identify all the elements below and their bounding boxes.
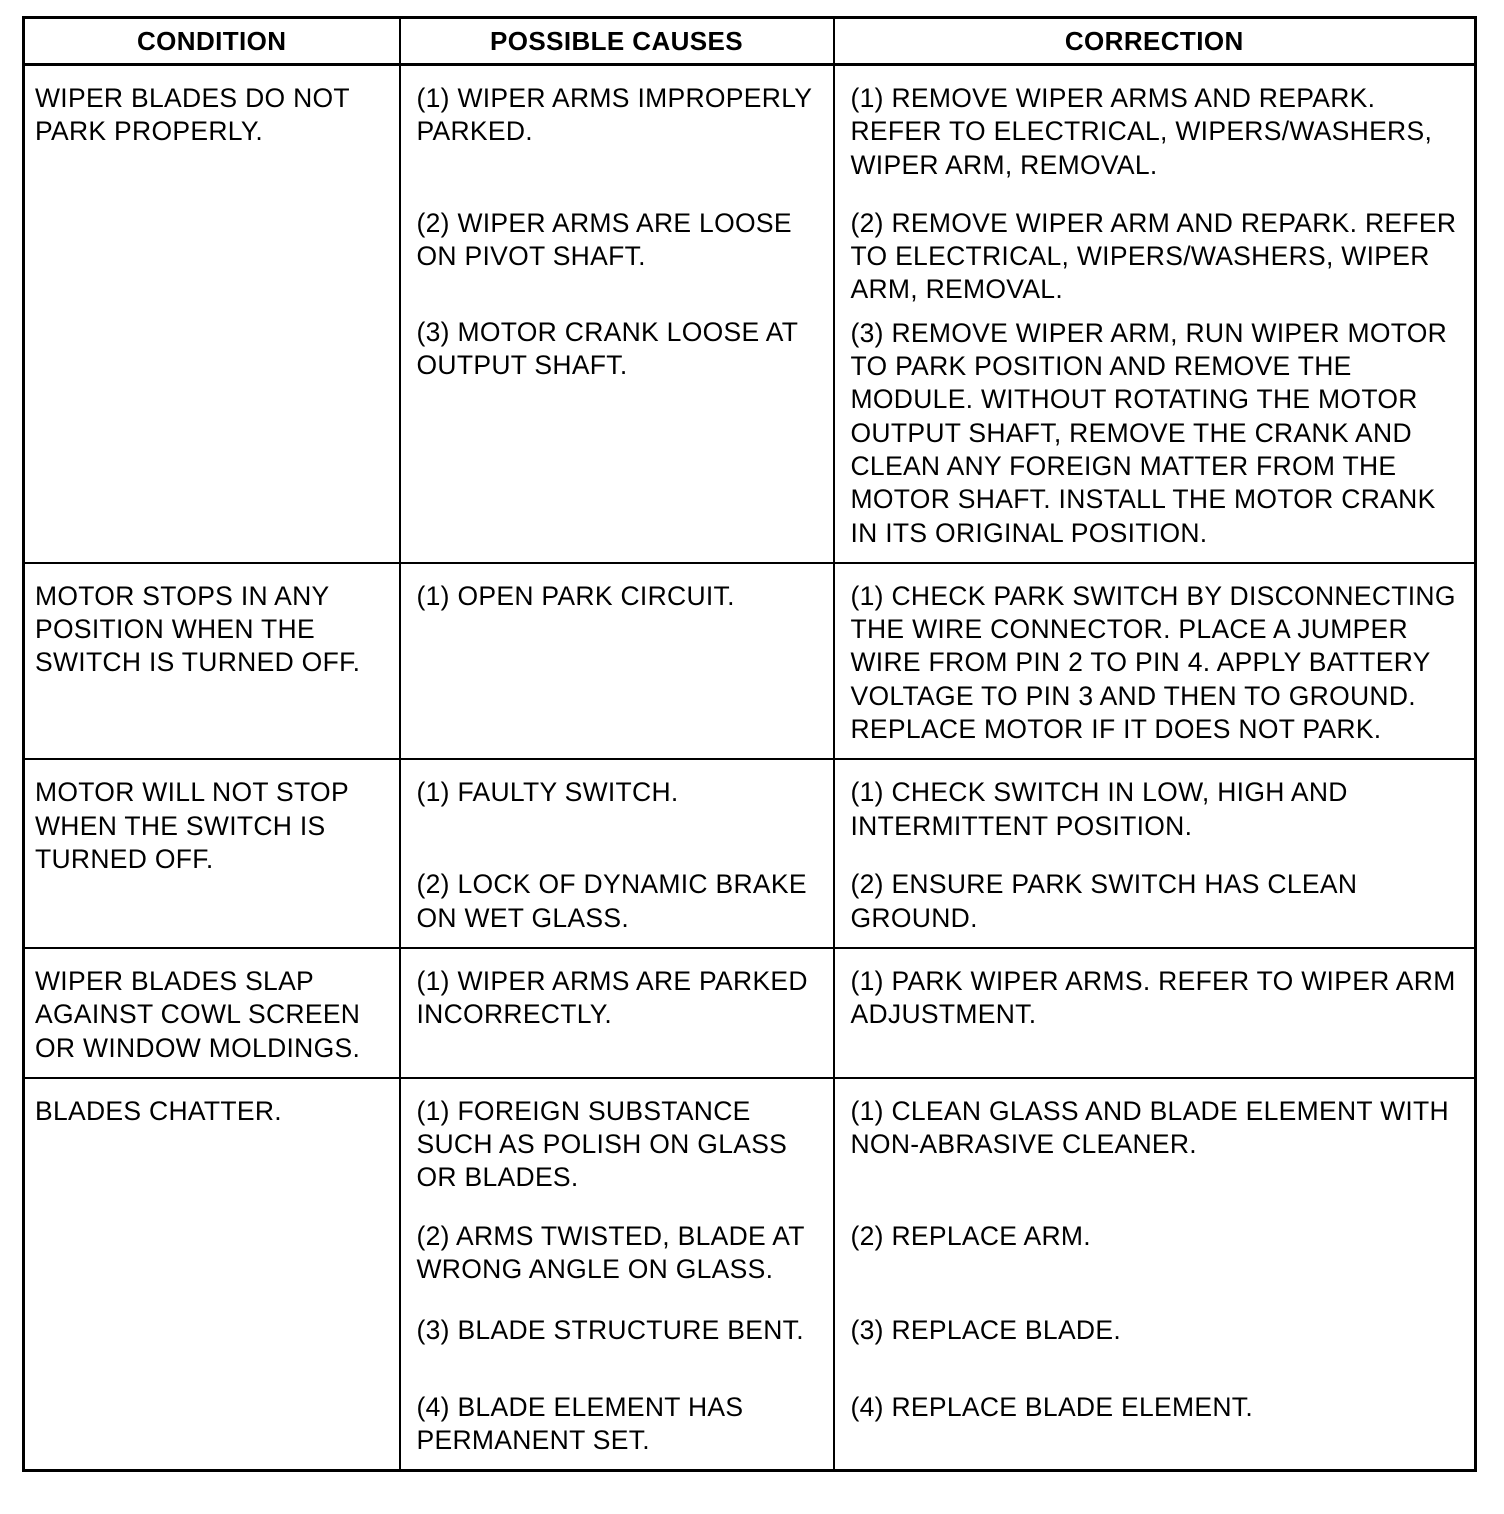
condition-text: WIPER BLADES SLAP AGAINST COWL SCREEN OR WINDOW MOLDINGS.: [35, 965, 361, 1063]
condition-cell: [24, 759, 400, 948]
correction-cell: [834, 563, 1476, 759]
cause-item: (2) LOCK OF DYNAMIC BRAKE ON WET GLASS.: [416, 869, 807, 933]
condition-text: MOTOR STOPS IN ANY POSITION WHEN THE SWITCH IS TURNED OFF.: [35, 580, 361, 678]
condition-cell: [24, 1078, 400, 1471]
cause-item: (3) BLADE STRUCTURE BENT.: [416, 1314, 804, 1345]
cause-item: (3) MOTOR CRANK LOOSE AT OUTPUT SHAFT.: [416, 317, 798, 381]
table-row: [24, 65, 1476, 563]
troubleshooting-table: [22, 16, 1477, 1472]
causes-cell: [400, 563, 834, 759]
cause-item: (1) OPEN PARK CIRCUIT.: [416, 580, 735, 611]
correction-item: (2) REPLACE ARM.: [850, 1220, 1091, 1251]
header-possible-causes: POSSIBLE CAUSES: [400, 18, 834, 65]
cause-item: (2) WIPER ARMS ARE LOOSE ON PIVOT SHAFT.: [416, 208, 792, 272]
table-row: [24, 563, 1476, 759]
cause-item: (1) FOREIGN SUBSTANCE SUCH AS POLISH ON GLASS OR BLADES.: [416, 1095, 788, 1193]
causes-cell: [400, 65, 834, 563]
correction-item: (1) CHECK PARK SWITCH BY DISCONNECTING THE WIRE CONNECTOR. PLACE A JUMPER WIRE FROM PIN 2 TO PIN 4. APPLY BATTERY VOLTAGE TO PIN 3 AND THEN TO GROUND. REPLACE MOTOR IF IT DOES NOT PARK.: [850, 580, 1456, 745]
causes-cell: [400, 759, 834, 948]
condition-text: BLADES CHATTER.: [35, 1095, 282, 1126]
table-row: [24, 759, 1476, 948]
correction-item: (1) CLEAN GLASS AND BLADE ELEMENT WITH NON-ABRASIVE CLEANER.: [850, 1095, 1449, 1160]
header-row: [24, 18, 1476, 65]
correction-item: (1) REMOVE WIPER ARMS AND REPARK. REFER TO ELECTRICAL, WIPERS/WASHERS, WIPER ARM, REMOVAL.: [850, 83, 1433, 180]
correction-item: (2) REMOVE WIPER ARM AND REPARK. REFER TO ELECTRICAL, WIPERS/WASHERS, WIPER ARM, REMOVAL.: [850, 207, 1457, 305]
cause-item: (1) WIPER ARMS IMPROPERLY PARKED.: [416, 83, 812, 147]
cause-item: (4) BLADE ELEMENT HAS PERMANENT SET.: [416, 1391, 744, 1456]
cause-item: (1) FAULTY SWITCH.: [416, 777, 679, 808]
condition-cell: [24, 65, 400, 563]
causes-cell: [400, 1078, 834, 1471]
table-row: [24, 1078, 1476, 1471]
correction-item: (3) REPLACE BLADE.: [850, 1314, 1121, 1345]
correction-cell: [834, 1078, 1476, 1471]
correction-item: (2) ENSURE PARK SWITCH HAS CLEAN GROUND.: [850, 869, 1358, 933]
correction-cell: [834, 65, 1476, 563]
correction-item: (3) REMOVE WIPER ARM, RUN WIPER MOTOR TO PARK POSITION AND REMOVE THE MODULE. WITHOUT ROTATING THE MOTOR OUTPUT SHAFT, REMOVE THE CRANK AND CLEAN ANY FOREIGN MATTER FROM THE MOTOR SHAFT. INSTALL THE MOTOR CRANK IN ITS ORIGINAL POSITION.: [850, 317, 1448, 548]
cause-item: (1) WIPER ARMS ARE PARKED INCORRECTLY.: [416, 965, 808, 1030]
correction-item: (1) PARK WIPER ARMS. REFER TO WIPER ARM ADJUSTMENT.: [850, 965, 1456, 1030]
correction-cell: [834, 948, 1476, 1078]
condition-cell: [24, 948, 400, 1078]
condition-text: WIPER BLADES DO NOT PARK PROPERLY.: [35, 83, 350, 147]
condition-cell: [24, 563, 400, 759]
condition-text: MOTOR WILL NOT STOP WHEN THE SWITCH IS TURNED OFF.: [35, 777, 349, 874]
header-correction: CORRECTION: [834, 18, 1476, 65]
correction-item: (4) REPLACE BLADE ELEMENT.: [850, 1391, 1253, 1422]
causes-cell: [400, 948, 834, 1078]
table-row: [24, 948, 1476, 1078]
correction-item: (1) CHECK SWITCH IN LOW, HIGH AND INTERMITTENT POSITION.: [850, 777, 1348, 841]
header-condition: CONDITION: [24, 18, 400, 65]
correction-cell: [834, 759, 1476, 948]
cause-item: (2) ARMS TWISTED, BLADE AT WRONG ANGLE ON GLASS.: [416, 1220, 805, 1285]
